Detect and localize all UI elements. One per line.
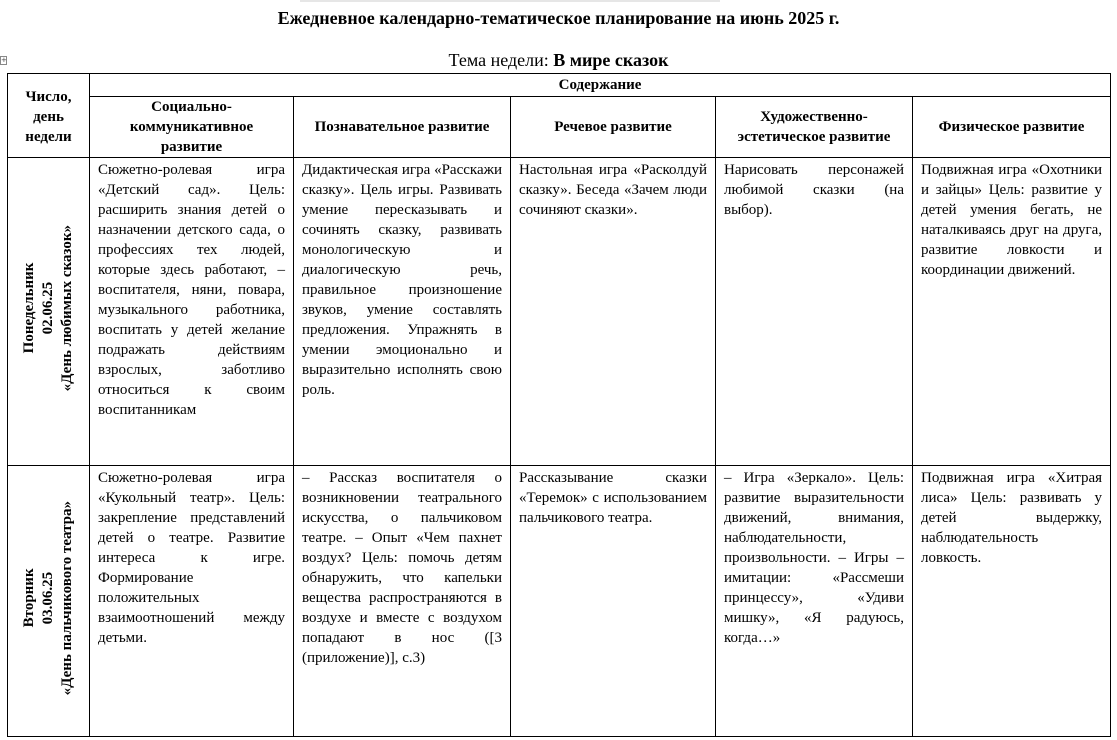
day-theme-label: «День пальчикового театра» (59, 500, 75, 696)
week-theme: В мире сказок (553, 50, 669, 70)
cell-speech: Настольная игра «Расколдуй сказку». Беседа «Зачем люди сочиняют сказки». (511, 158, 716, 466)
cell-art: – Игра «Зеркало». Цель: развитие выразительности движений, внимания, наблюдательности, произвольности. – Игры – имитации: «Рассмеши принцессу», «Удиви мишку», «Я радуюсь, когда…» (716, 466, 913, 737)
cell-social: Сюжетно-ролевая игра «Кукольный театр». Цель: закрепление представлений детей о театре. Развитие интереса к игре. Формирование положительных взаимоотношений между детьми. (90, 466, 294, 737)
cell-physical: Подвижная игра «Охотники и зайцы» Цель: развитие у детей умения бегать, не наталкиваясь друг на друга, развитие ловкости и координации движений. (913, 158, 1111, 466)
table-row (8, 466, 1111, 737)
cell-art: Нарисовать персонажей любимой сказки (на выбор). (716, 158, 913, 466)
top-edge-line (300, 0, 720, 2)
page-title: Ежедневное календарно-тематическое планирование на июнь 2025 г. (277, 8, 840, 28)
content-header: Содержание (90, 74, 1111, 97)
day-column-header: Число, день недели (8, 74, 90, 158)
cell-cognitive: – Рассказ воспитателя о возникновении театрального искусства, о пальчиковом театре. – Опыт «Чем пахнет воздух? Цель: помочь детям обнаружить, что капельки вещества распространяются в воздухе и вместе с воздухом попадают в нос ([3 (приложение)], с.3) (294, 466, 511, 737)
table-row (8, 158, 1111, 466)
weekday-label: Вторник (21, 568, 37, 628)
column-header-art: Художественно-эстетическое развитие (716, 97, 913, 158)
day-theme-label: «День любимых сказок» (59, 225, 75, 392)
column-header-social: Социально-коммуникативное развитие (90, 97, 294, 158)
cell-social: Сюжетно-ролевая игра «Детский сад». Цель: расширить знания детей о назначении детского сада, о профессиях тех людей, которые здесь работают, – воспитателя, няни, повара, музыкального работника, воспитать у детей желание подражать действиям взрослых, заботливо относиться к своим воспитанникам (90, 158, 294, 466)
table-move-handle-icon[interactable]: + (1, 56, 7, 64)
cell-speech: Рассказывание сказки «Теремок» с использованием пальчикового театра. (511, 466, 716, 737)
cell-physical: Подвижная игра «Хитрая лиса» Цель: развивать у детей выдержку, наблюдательность ловкость. (913, 466, 1111, 737)
date-label: 03.06.25 (40, 571, 56, 625)
week-theme-line (0, 50, 1117, 71)
week-prefix: Тема недели: (448, 50, 554, 70)
day-cell-tuesday (8, 466, 90, 737)
weekday-label: Понедельник (21, 263, 37, 354)
column-header-cognitive: Познавательное развитие (294, 97, 511, 158)
cell-cognitive: Дидактическая игра «Расскажи сказку». Цель игры. Развивать умение пересказывать и сочинять сказку, развивать монологическую и диалогическую речь, правильное произношение звуков, умение составлять предложения. Упражнять в умении эмоционально и выразительно исполнять свою роль. (294, 158, 511, 466)
column-header-speech: Речевое развитие (511, 97, 716, 158)
day-cell-monday (8, 158, 90, 466)
column-header-physical: Физическое развитие (913, 97, 1111, 158)
plan-table (7, 73, 1111, 737)
date-label: 02.06.25 (40, 282, 56, 335)
